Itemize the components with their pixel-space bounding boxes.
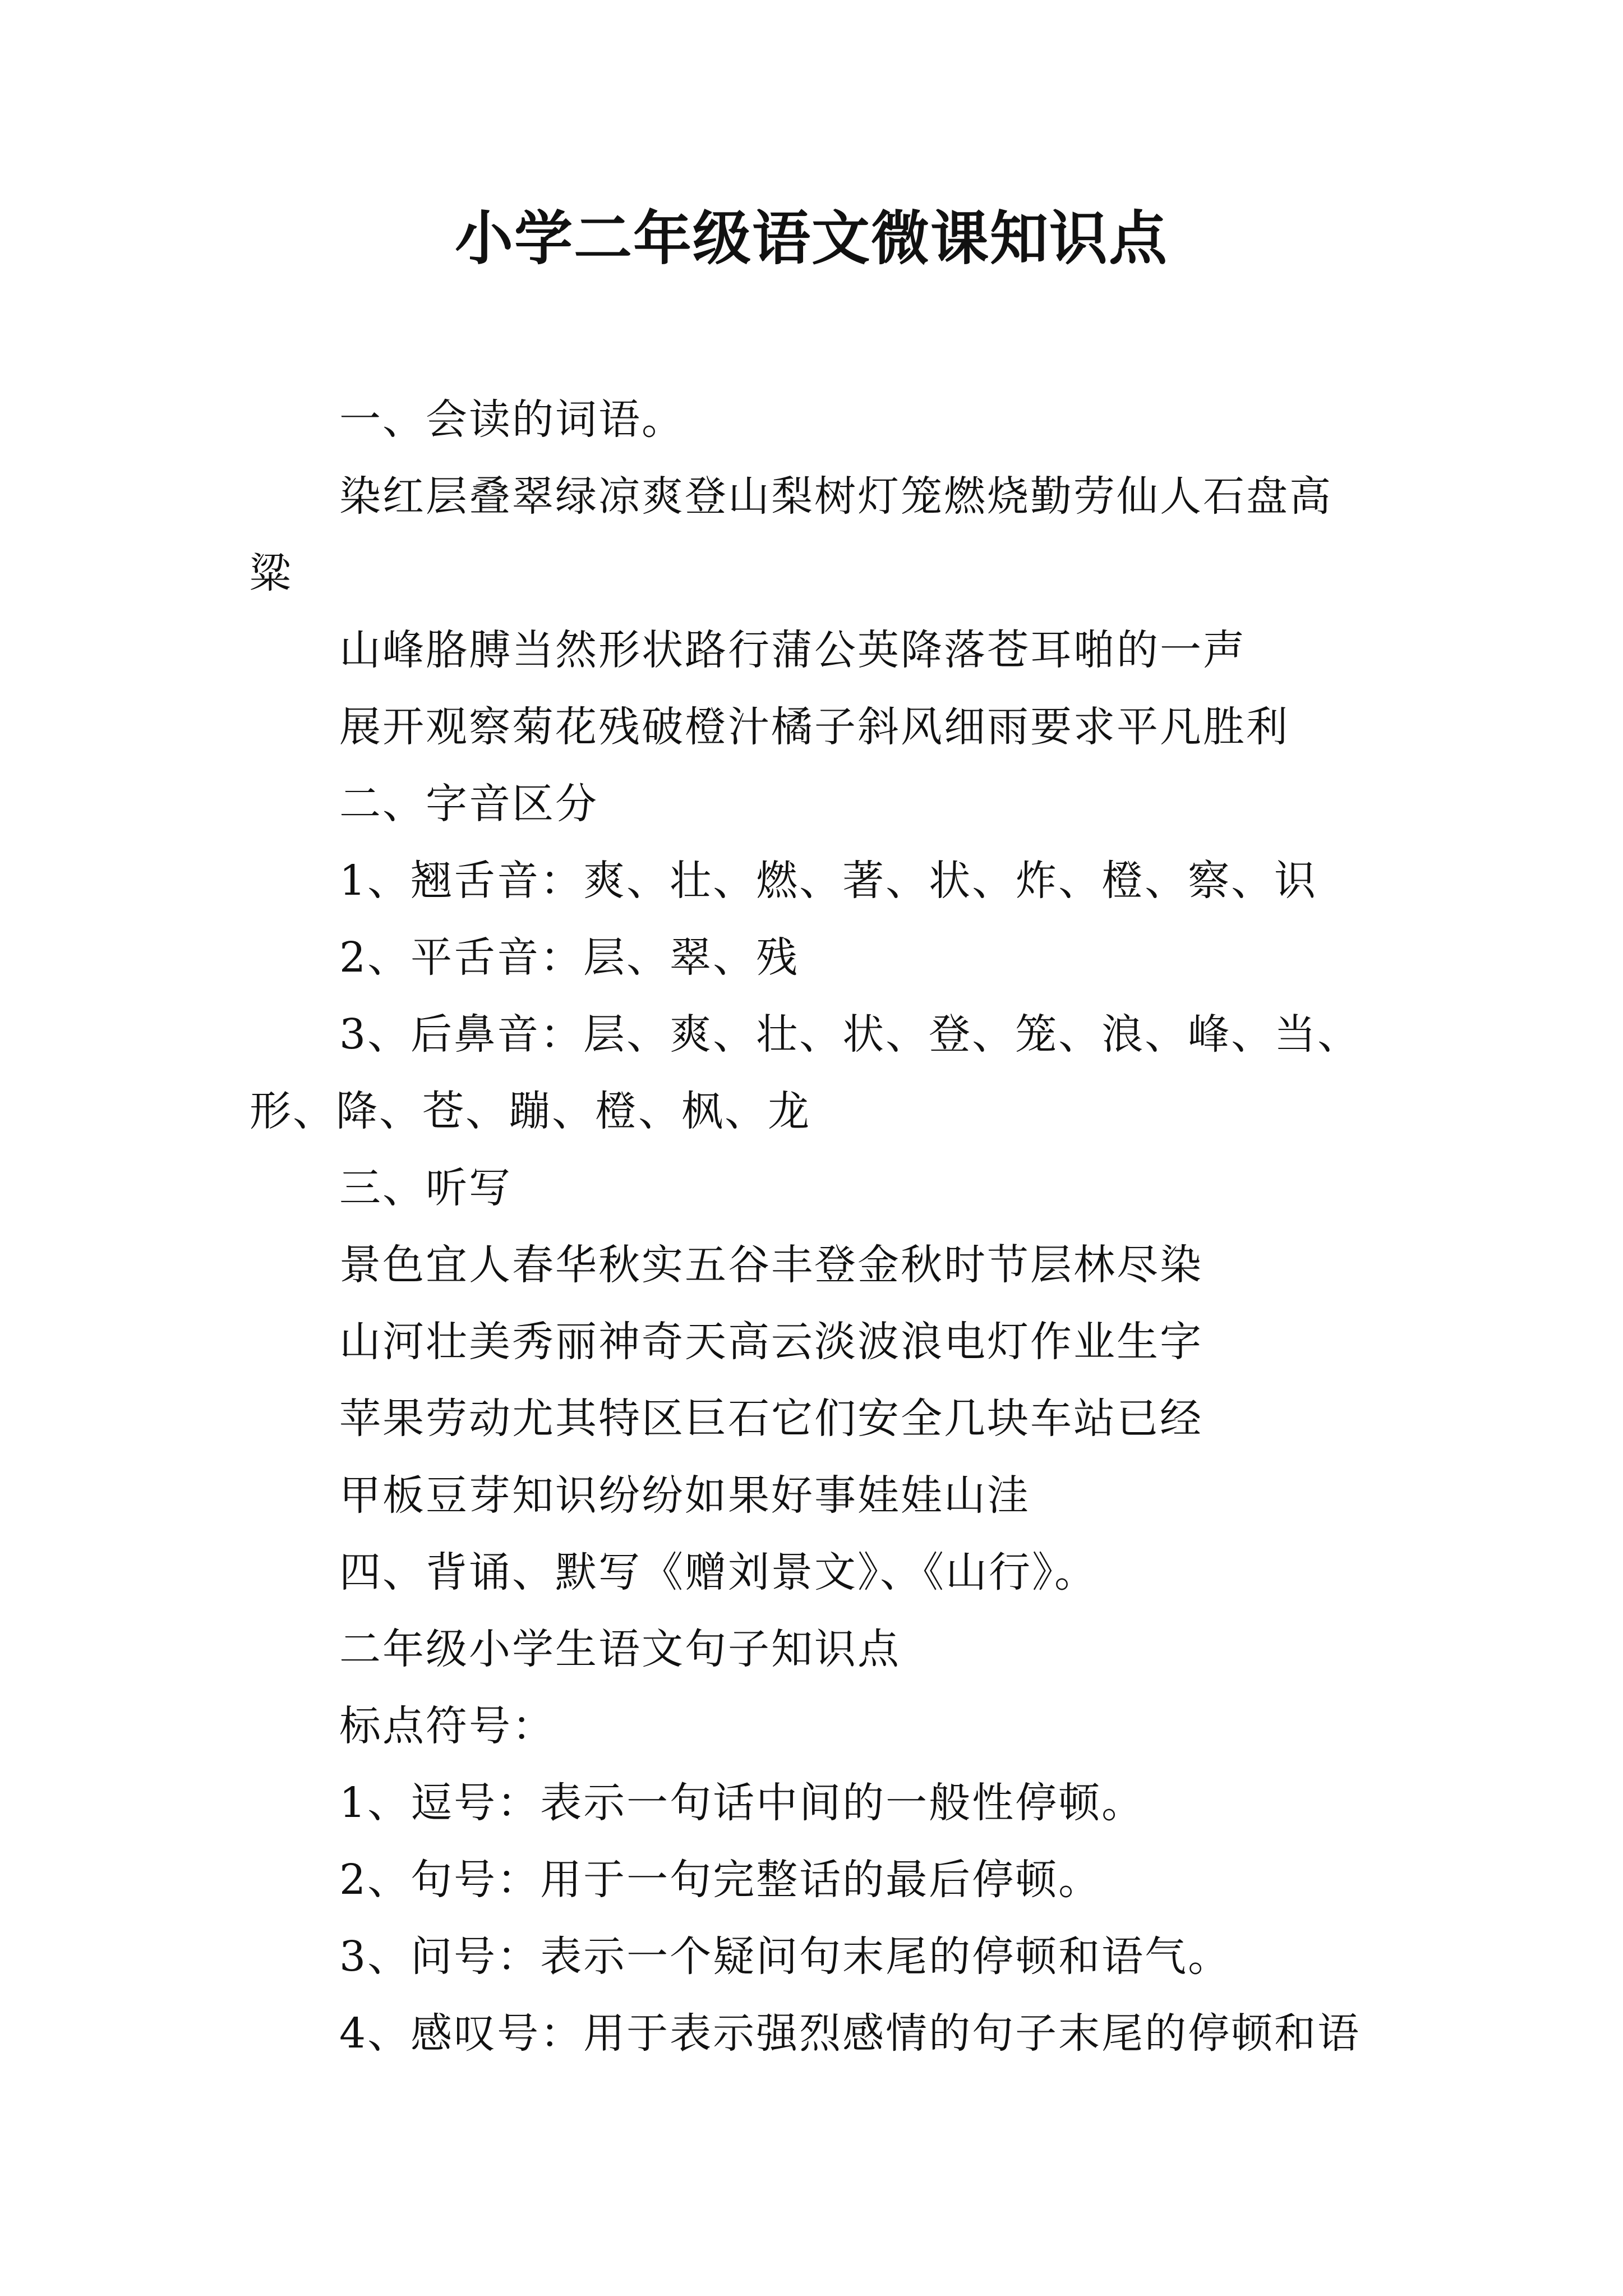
- dictation-line: 山河壮美秀丽神奇天高云淡波浪电灯作业生字: [339, 1318, 1203, 1366]
- pronunciation-item: 3、后鼻音：层、爽、壮、状、登、笼、浪、峰、当、: [339, 1010, 1361, 1059]
- section-heading-dictation: 三、听写: [339, 1164, 512, 1212]
- punctuation-item: 1、逗号：表示一句话中间的一般性停顿。: [339, 1779, 1145, 1827]
- word-list-line: 染红层叠翠绿凉爽登山梨树灯笼燃烧勤劳仙人石盘高: [339, 472, 1332, 521]
- word-list-line-continuation: 粱: [250, 549, 293, 597]
- document-body: [250, 381, 1377, 2072]
- dictation-line: 景色宜人春华秋实五谷丰登金秋时节层林尽染: [339, 1241, 1203, 1289]
- pronunciation-item: 1、翘舌音：爽、壮、燃、著、状、炸、橙、察、识: [339, 857, 1318, 905]
- pronunciation-item-continuation: 形、降、苍、蹦、橙、枫、龙: [250, 1087, 811, 1135]
- dictation-line: 苹果劳动尤其特区巨石它们安全几块车站已经: [339, 1395, 1203, 1443]
- punctuation-item: 3、问号：表示一个疑问句末尾的停顿和语气。: [339, 1932, 1232, 1981]
- punctuation-item: 4、感叹号：用于表示强烈感情的句子末尾的停顿和语: [339, 2009, 1361, 2058]
- section-heading-recitation: 四、背诵、默写《赠刘景文》、《山行》。: [339, 1548, 1098, 1596]
- section-heading-pronunciation: 二、字音区分: [339, 780, 598, 828]
- punctuation-item: 2、句号：用于一句完整话的最后停顿。: [339, 1856, 1102, 1904]
- section-heading-words: 一、会读的词语。: [339, 395, 685, 444]
- dictation-line: 甲板豆芽知识纷纷如果好事娃娃山洼: [339, 1471, 1030, 1520]
- subheading-punctuation: 标点符号：: [339, 1702, 555, 1750]
- page-title: 小学二年级语文微课知识点: [454, 204, 1168, 273]
- subheading-sentence-points: 二年级小学生语文句子知识点: [339, 1625, 901, 1673]
- pronunciation-item: 2、平舌音：层、翠、残: [339, 933, 800, 982]
- word-list-line: 展开观察菊花残破橙汁橘子斜风细雨要求平凡胜利: [339, 703, 1289, 751]
- word-list-line: 山峰胳膊当然形状路行蒲公英降落苍耳啪的一声: [339, 626, 1246, 674]
